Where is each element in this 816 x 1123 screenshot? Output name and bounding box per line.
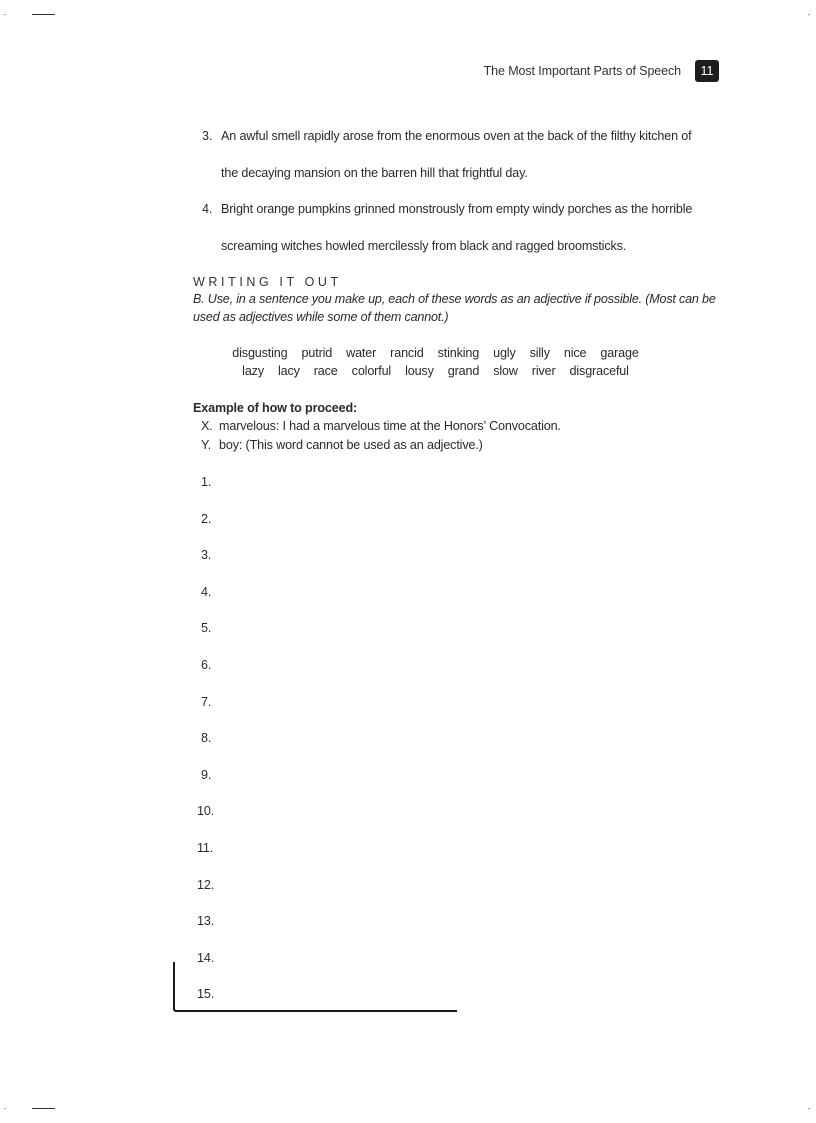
item-line: the decaying mansion on the barren hill that frightful day. (221, 165, 528, 180)
answer-number: 9. (201, 767, 212, 782)
word-bank-word: lacy (277, 364, 300, 378)
answer-number: 11. (197, 840, 214, 855)
item-number: 3. (202, 129, 213, 143)
word-bank-word: water (346, 346, 377, 360)
word-bank-word: disgusting (232, 346, 288, 360)
answer-number: 10. (197, 804, 215, 819)
answer-number: 5. (201, 621, 212, 636)
example-text: boy: (This word cannot be used as an adjective.) (219, 437, 483, 452)
crop-dot (4, 14, 6, 15)
answer-line (197, 867, 718, 904)
word-bank-word: disgraceful (569, 364, 629, 378)
example-heading: Example of how to proceed: (193, 401, 358, 415)
answer-number: 13. (197, 914, 215, 929)
item-line: Bright orange pumpkins grinned monstrously from empty windy porches as the horrible (221, 202, 693, 216)
example-label: Y. (201, 437, 211, 452)
item-line: screaming witches howled mercilessly from black and ragged broomsticks. (221, 238, 627, 253)
crop-mark-bottom (32, 1108, 55, 1109)
example-item (201, 436, 718, 455)
corner-bracket-rule (173, 962, 457, 1012)
page-content (193, 118, 718, 1013)
crop-dot (808, 1108, 810, 1109)
section-heading: WRITING IT OUT (193, 275, 342, 289)
answer-line (201, 757, 718, 794)
page-number-badge: 11 (695, 60, 719, 82)
answer-number: 8. (201, 731, 212, 746)
answer-number: 14. (197, 950, 215, 965)
word-bank-word: ugly (493, 346, 516, 360)
example-item (201, 417, 718, 436)
answer-line (201, 720, 718, 757)
answer-line (197, 793, 718, 830)
exercise-item-continued (202, 155, 718, 192)
answer-line (201, 610, 718, 647)
answer-number: 2. (201, 511, 212, 526)
answer-line (201, 501, 718, 538)
example-text: marvelous: I had a marvelous time at the Honors’ Convocation. (219, 419, 561, 433)
word-bank-word: river (531, 364, 556, 378)
word-bank-word: grand (447, 364, 480, 378)
answer-line (197, 830, 718, 867)
answer-line (197, 903, 718, 940)
crop-dot (4, 1108, 6, 1109)
word-bank-word: lazy (242, 364, 264, 378)
answer-line (201, 647, 718, 684)
answer-number: 12. (197, 877, 215, 892)
word-bank-word: silly (529, 346, 550, 360)
answer-number: 4. (201, 584, 212, 599)
word-bank-word: colorful (351, 364, 392, 378)
section-instructions: B. Use, in a sentence you make up, each of these words as an adjective if possible. (Most can be used as adjectives while some of them cannot.) (193, 292, 716, 324)
word-bank-word: stinking (437, 346, 480, 360)
answer-number: 1. (201, 475, 212, 489)
word-bank-word: putrid (301, 346, 333, 360)
word-bank-word: garage (600, 346, 639, 360)
page-header (484, 60, 719, 82)
word-bank-word: nice (563, 346, 587, 360)
answer-number: 3. (201, 548, 212, 563)
example-label: X. (201, 419, 213, 433)
word-bank-word: race (313, 364, 338, 378)
answer-list (193, 464, 718, 1013)
answer-line (201, 537, 718, 574)
running-head: The Most Important Parts of Speech (483, 64, 681, 78)
answer-number: 7. (201, 694, 212, 709)
exercise-item-continued (202, 228, 718, 265)
answer-number: 15. (197, 987, 215, 1002)
crop-mark-top (32, 14, 55, 15)
answer-line (201, 684, 718, 721)
answer-line (201, 464, 718, 501)
answer-line (201, 574, 718, 611)
answer-number: 6. (201, 657, 212, 672)
word-bank-row-1 (193, 344, 678, 362)
word-bank-row-2 (193, 362, 678, 380)
crop-dot (808, 14, 810, 15)
word-bank-word: lousy (405, 364, 434, 378)
word-bank-word: rancid (390, 346, 424, 360)
word-bank (193, 344, 718, 380)
exercise-item (202, 191, 718, 228)
word-bank-word: slow (493, 364, 518, 378)
item-number: 4. (202, 202, 213, 216)
item-line: An awful smell rapidly arose from the enormous oven at the back of the filthy kitchen of (221, 129, 692, 143)
exercise-item (202, 118, 718, 155)
